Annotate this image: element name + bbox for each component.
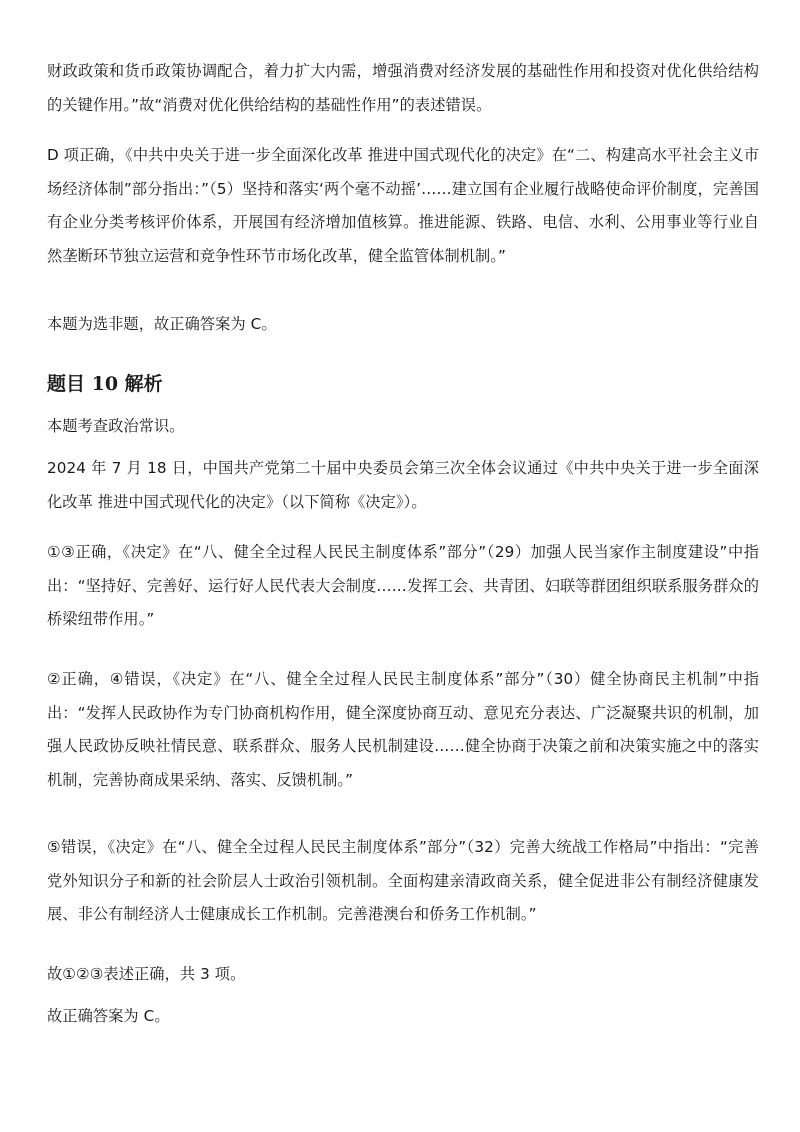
paragraph-option-5: ⑤错误，《决定》在“八、健全全过程人民民主制度体系”部分”（32）完善大统战工作格局”中指出：“完善党外知识分子和新的社会阶层人士政治引领机制。全面构建亲清政商关系，健全促进非公有制经济健康发展、非公有制经济人士健康成长工作机制。完善港澳台和侨务工作机制。” — [47, 838, 759, 924]
paragraph-options-1-3: ①③正确，《决定》在“八、健全全过程人民民主制度体系”部分”（29）加强人民当家作主制度建设”中指出：“坚持好、完善好、运行好人民代表大会制度……发挥工会、共青团、妇联等群团组织联系服务群众的桥梁纽带作用。” — [47, 543, 759, 629]
paragraph-option-d: D 项正确，《中共中央关于进一步全面深化改革 推进中国式现代化的决定》在“二、构建高水平社会主义市场经济体制”部分指出：”（5）坚持和落实‘两个毫不动摇’……建立国有企业履行战略使命评价制度，完善国有企业分类考核评价体系，开展国有经济增加值核算。推进能源、铁路、电信、水利、公用事业等行业自然垄断环节独立运营和竞争性环节市场化改革，健全监管体制机制。” — [47, 146, 759, 266]
paragraph-options-2-4: ②正确，④错误，《决定》在“八、健全全过程人民民主制度体系”部分”（30）健全协商民主机制”中指出：“发挥人民政协作为专门协商机构作用，健全深度协商互动、意见充分表达、广泛凝聚共识的机制，加强人民政协反映社情民意、联系群众、服务人民机制建设……健全协商于决策之前和决策实施之中的落实机制，完善协商成果采纳、落实、反馈机制。” — [47, 670, 759, 790]
heading-question-10: 题目 10 解析 — [47, 373, 163, 395]
paragraph-answer-q9: 本题为选非题，故正确答案为 C。 — [47, 315, 277, 333]
paragraph-summary: 故①②③表述正确，共 3 项。 — [47, 965, 246, 983]
paragraph-fiscal-policy: 财政政策和货币政策协调配合，着力扩大内需，增强消费对经济发展的基础性作用和投资对优化供给结构的关键作用。”故“消费对优化供给结构的基础性作用”的表述错误。 — [47, 62, 759, 114]
paragraph-answer-q10: 故正确答案为 C。 — [47, 1007, 170, 1025]
paragraph-background: 2024 年 7 月 18 日，中国共产党第二十届中央委员会第三次全体会议通过《中共中央关于进一步全面深化改革 推进中国式现代化的决定》（以下简称《决定》）。 — [47, 459, 759, 511]
paragraph-topic: 本题考查政治常识。 — [47, 417, 185, 435]
